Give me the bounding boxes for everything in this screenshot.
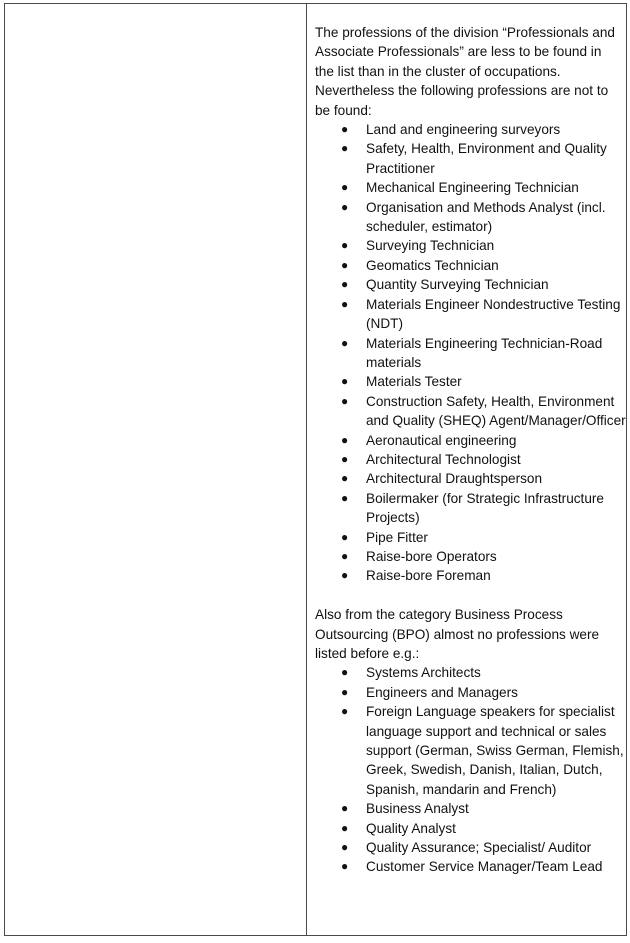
bullet-icon: ● [341, 490, 349, 505]
list-item [341, 295, 628, 334]
section1-intro: The professions of the division “Professionals and Associate Professionals” are less to be found in the list than in the cluster of occupations. Nevertheless the following professions are not to be found: [315, 25, 615, 118]
list-item [341, 178, 628, 197]
bullet-icon: ● [341, 277, 349, 292]
bullet-icon: ● [341, 859, 349, 874]
list-item-text: Safety, Health, Environment and Quality Practitioner [366, 141, 607, 176]
list-item-text: Raise-bore Operators [366, 548, 497, 564]
bullet-icon: ● [341, 568, 349, 583]
list-item-text: Architectural Draughtsperson [366, 471, 543, 487]
list-item-text: Engineers and Managers [366, 684, 518, 700]
list-item [341, 431, 628, 450]
list-item-text: Pipe Fitter [366, 529, 428, 545]
section2-list [315, 663, 628, 876]
bullet-icon: ● [341, 180, 349, 195]
list-item [341, 799, 628, 818]
list-item-text: Geomatics Technician [366, 257, 499, 273]
bullet-icon: ● [341, 801, 349, 816]
list-item [341, 334, 628, 373]
list-item [341, 683, 628, 702]
bullet-icon: ● [341, 665, 349, 680]
section1-list [315, 120, 628, 586]
bullet-icon: ● [341, 432, 349, 447]
list-item-text: Materials Engineer Nondestructive Testing (NDT) [366, 296, 621, 332]
paragraph-spacer [315, 586, 626, 605]
list-item [341, 392, 628, 431]
list-item-text: Mechanical Engineering Technician [366, 180, 579, 196]
bullet-icon: ● [341, 548, 349, 563]
right-table-cell [307, 4, 626, 935]
bullet-icon: ● [341, 471, 349, 486]
list-item-text: Foreign Language speakers for specialist language support and technical or sales support (German, Swiss German, Flemish, Greek, Swedish, Danish, Italian, Dutch, Spanish, mandarin and French) [366, 704, 624, 797]
left-table-cell [5, 4, 307, 935]
list-item-text: Business Analyst [366, 801, 469, 817]
list-item [341, 198, 628, 237]
bullet-icon: ● [341, 199, 349, 214]
list-item [341, 256, 628, 275]
bullet-icon: ● [341, 529, 349, 544]
list-item [341, 139, 628, 178]
bullet-icon: ● [341, 257, 349, 272]
list-item [341, 275, 628, 294]
list-item-text: Customer Service Manager/Team Lead [366, 859, 603, 875]
list-item-text: Construction Safety, Health, Environment and Quality (SHEQ) Agent/Manager/Officer [366, 393, 626, 429]
list-item-text: Quantity Surveying Technician [366, 277, 549, 293]
bullet-icon: ● [341, 238, 349, 253]
list-item [341, 489, 628, 528]
list-item-text: Architectural Technologist [366, 451, 521, 467]
list-item [341, 566, 628, 585]
bullet-icon: ● [341, 141, 349, 156]
list-item [341, 838, 628, 857]
list-item [341, 450, 628, 469]
bullet-icon: ● [341, 393, 349, 408]
list-item [341, 120, 628, 139]
list-item [341, 702, 628, 799]
list-item-text: Systems Architects [366, 665, 481, 681]
list-item [341, 469, 628, 488]
bullet-icon: ● [341, 840, 349, 855]
bullet-icon: ● [341, 122, 349, 137]
list-item-text: Organisation and Methods Analyst (incl. scheduler, estimator) [366, 199, 606, 235]
list-item [341, 857, 628, 876]
list-item-text: Boilermaker (for Strategic Infrastructure Projects) [366, 490, 604, 526]
list-item-text: Land and engineering surveyors [366, 122, 561, 138]
list-item [341, 663, 628, 682]
bullet-icon: ● [341, 296, 349, 311]
section2-intro: Also from the category Business Process Outsourcing (BPO) almost no professions were listed before e.g.: [315, 607, 600, 661]
list-item [341, 819, 628, 838]
list-item-text: Surveying Technician [366, 238, 495, 254]
list-item [341, 236, 628, 255]
list-item [341, 547, 628, 566]
list-item-text: Materials Tester [366, 374, 462, 390]
list-item-text: Aeronautical engineering [366, 432, 517, 448]
list-item-text: Materials Engineering Technician-Road materials [366, 335, 603, 370]
bullet-icon: ● [341, 335, 349, 350]
table-frame [4, 3, 627, 936]
bullet-icon: ● [341, 374, 349, 389]
bullet-icon: ● [341, 704, 349, 719]
list-item-text: Raise-bore Foreman [366, 568, 491, 584]
bullet-icon: ● [341, 820, 349, 835]
list-item [341, 528, 628, 547]
list-item [341, 372, 628, 391]
bullet-icon: ● [341, 451, 349, 466]
list-item-text: Quality Assurance; Specialist/ Auditor [366, 840, 592, 856]
list-item-text: Quality Analyst [366, 820, 456, 836]
bullet-icon: ● [341, 684, 349, 699]
